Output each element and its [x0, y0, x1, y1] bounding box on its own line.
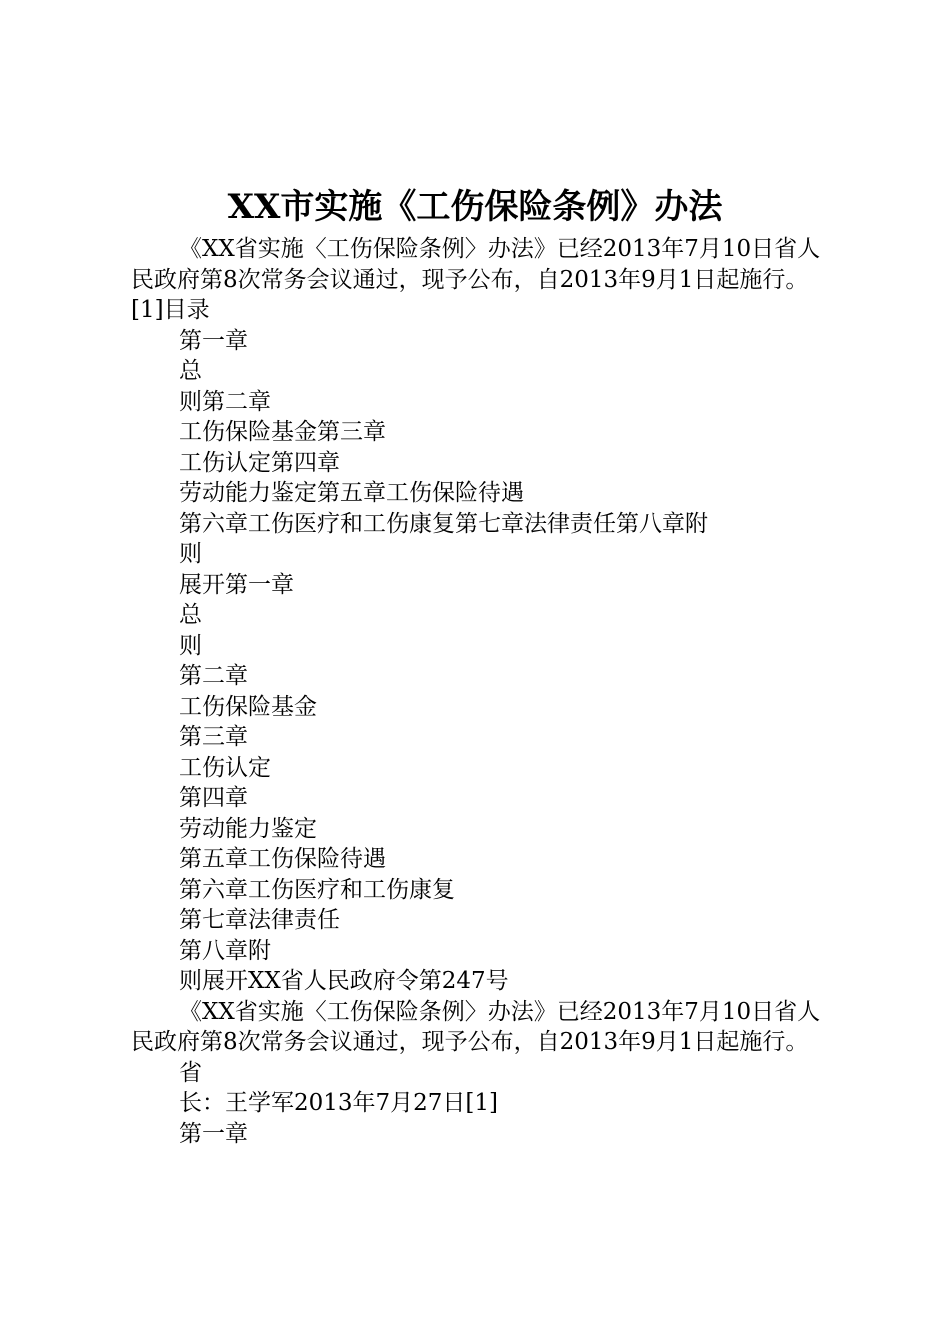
text-line: 工伤保险基金	[179, 693, 317, 720]
text-line: 第一章	[179, 1120, 248, 1147]
text-line: 第四章	[179, 785, 248, 811]
document-title: XX市实施《工伤保险条例》办法	[227, 187, 723, 227]
text-line: 第六章工伤医疗和工伤康复第七章法律责任第八章附	[179, 510, 708, 537]
text-line: 总	[179, 602, 202, 628]
text-line: 第一章	[179, 327, 248, 354]
text-line: 劳动能力鉴定第五章工伤保险待遇	[179, 480, 524, 506]
text-line: 工伤认定第四章	[179, 449, 340, 476]
text-line: 展开第一章	[179, 571, 294, 598]
text-line: 第二章	[179, 663, 248, 689]
text-line: 第七章法律责任	[179, 907, 340, 933]
signature-block	[131, 1058, 836, 1150]
decree-paragraph: 《XX省实施〈工伤保险条例〉办法》已经2013年7月10日省人民政府第8次常务会议通过，现予公布，自2013年9月1日起施行。	[131, 998, 821, 1055]
text-line: 第六章工伤医疗和工伤康复	[179, 876, 455, 903]
text-line: 工伤认定	[179, 754, 271, 781]
document-body	[131, 234, 836, 1149]
text-line: 工伤保险基金第三章	[179, 419, 386, 445]
text-line: 则	[179, 541, 202, 567]
text-line: 第三章	[179, 724, 248, 750]
text-line: 劳动能力鉴定	[179, 815, 317, 842]
intro-paragraph: 《XX省实施〈工伤保险条例〉办法》已经2013年7月10日省人民政府第8次常务会议通过，现予公布，自2013年9月1日起施行。[1]目录	[131, 236, 821, 323]
text-line: 第八章附	[179, 937, 271, 964]
text-line: 则展开XX省人民政府令第247号	[179, 968, 509, 994]
text-line: 长：王学军2013年7月27日[1]	[179, 1090, 499, 1116]
text-line: 省	[179, 1059, 202, 1086]
text-line: 则第二章	[179, 388, 271, 415]
text-line: 第五章工伤保险待遇	[179, 846, 386, 872]
table-of-contents	[131, 326, 836, 997]
text-line: 总	[179, 358, 202, 384]
text-line: 则	[179, 632, 202, 659]
